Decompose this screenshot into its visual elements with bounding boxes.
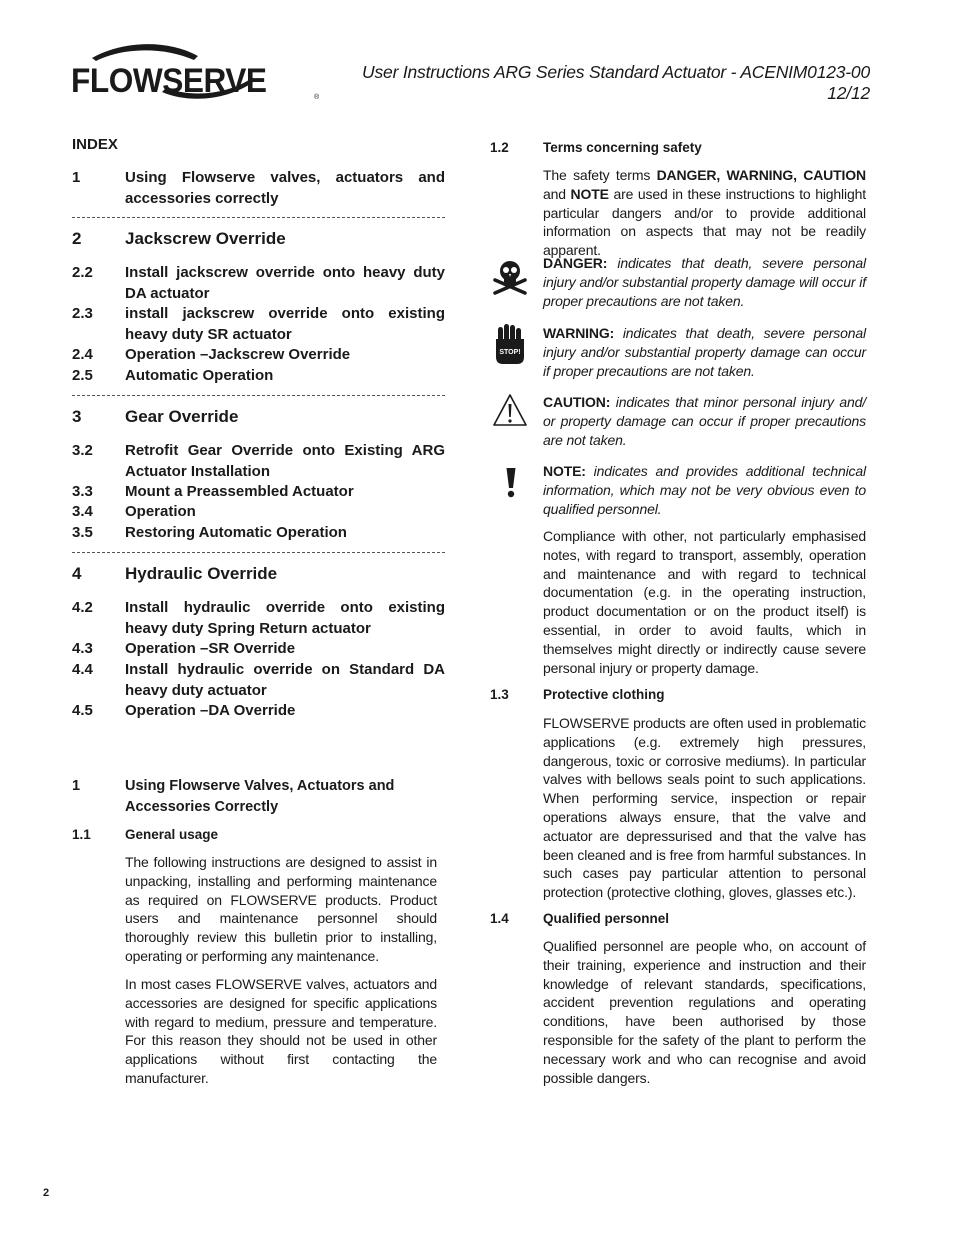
- index-item-number: 3: [72, 407, 82, 426]
- compliance-paragraph: Compliance with other, not particularly emphasised notes, with regard to transport, assembly, operation and maintenance and with regard to technical documentation (e.g. in the operating instruction, product documentation or on the product itself) is essential, in order to avoid faults, which in themselves might directly or indirectly cause severe personal injury or property damage.: [543, 528, 866, 676]
- index-item-number: 4.2: [72, 599, 93, 616]
- divider: [72, 395, 445, 396]
- index-item[interactable]: [72, 564, 445, 585]
- logo-wordmark: FLOWSERVE: [71, 62, 267, 100]
- subsection-number: 1.3: [490, 687, 509, 702]
- intro-text: are used in these instructions to highlight particular dangers and/or to provide additional information on aspects that may not be readily apparent.: [543, 185, 866, 259]
- index-item-number: 4.5: [72, 702, 93, 719]
- index-item-number: 2: [72, 229, 82, 248]
- paragraph: In most cases FLOWSERVE valves, actuators and accessories are designed for specific applications with regard to medium, pressure and temperature. For this reason they should not be used in other applications without first contacting the manufacturer.: [125, 976, 437, 1086]
- warning-text: indicates that death, severe personal injury and/or substantial property damage can occur if proper precautions are not taken.: [543, 325, 866, 379]
- subsection-title: Protective clothing: [543, 687, 665, 702]
- divider: [72, 217, 445, 218]
- index-item-text: Jackscrew Override: [125, 229, 286, 248]
- safety-terms-intro: [543, 166, 866, 260]
- index-item-text: Operation –DA Override: [125, 702, 296, 719]
- danger-label: DANGER:: [543, 255, 608, 271]
- index-item-text: Operation –SR Override: [125, 640, 296, 657]
- subsection-title: Qualified personnel: [543, 911, 670, 926]
- section-title: Using Flowserve Valves, Actuators and Accessories Correctly: [125, 778, 395, 815]
- index-item-number: 3.5: [72, 524, 93, 541]
- document-title: User Instructions ARG Series Standard Actuator - ACENIM0123-00 12/12: [362, 62, 870, 103]
- caution-text: indicates that minor personal injury and/ or property damage can occur if proper precautions are not taken.: [543, 394, 866, 448]
- index-item-number: 1: [72, 169, 81, 186]
- index-item[interactable]: [72, 701, 445, 722]
- subsection-number: 1.4: [490, 911, 509, 926]
- index-item-text: Restoring Automatic Operation: [125, 524, 347, 541]
- index-item-text: Hydraulic Override: [125, 564, 278, 583]
- flowserve-logo: [70, 40, 320, 106]
- registered-mark: ®: [314, 94, 320, 101]
- caution-note: [543, 393, 866, 449]
- note-label: NOTE:: [543, 463, 586, 479]
- index-item[interactable]: [72, 366, 445, 387]
- index-item[interactable]: [72, 263, 445, 304]
- note-note: [543, 462, 866, 518]
- index-item-text: Install hydraulic override onto existing heavy duty Spring Return actuator: [125, 599, 445, 637]
- index-item-number: 2.4: [72, 346, 93, 363]
- index-item[interactable]: [72, 482, 445, 503]
- index-item-text: Gear Override: [125, 407, 239, 426]
- subsection-number: 1.1: [72, 827, 91, 842]
- index-item-text: Retrofit Gear Override onto Existing ARG Actuator Installation: [125, 442, 445, 480]
- index-item-text: Operation –Jackscrew Override: [125, 346, 351, 363]
- index-item[interactable]: [72, 660, 445, 701]
- index-item-text: install jackscrew override onto existing heavy duty SR actuator: [125, 305, 445, 343]
- index-item-text: Operation: [125, 503, 196, 520]
- index-item-number: 2.3: [72, 305, 93, 322]
- index-item-number: 3.4: [72, 503, 93, 520]
- exclamation-icon: [504, 467, 518, 499]
- index-item[interactable]: [72, 304, 445, 345]
- subsection-title: General usage: [125, 827, 219, 842]
- section-heading: [72, 776, 445, 817]
- stop-hand-icon: [493, 323, 527, 365]
- index-item[interactable]: [72, 502, 445, 523]
- index-item-text: Mount a Preassembled Actuator: [125, 483, 354, 500]
- index-item-number: 3.3: [72, 483, 93, 500]
- index-item[interactable]: [72, 407, 445, 428]
- index-item-number: 2.5: [72, 367, 93, 384]
- danger-note: [543, 254, 866, 310]
- index-item[interactable]: [72, 598, 445, 639]
- index-item[interactable]: [72, 523, 445, 544]
- index-item-number: 4: [72, 564, 82, 583]
- index-heading: INDEX: [72, 136, 118, 153]
- caution-triangle-icon: [492, 393, 528, 427]
- intro-terms: DANGER, WARNING, CAUTION: [656, 167, 866, 183]
- intro-note-term: NOTE: [570, 185, 609, 202]
- index-item[interactable]: [72, 229, 445, 250]
- page-number: 2: [43, 1187, 50, 1199]
- note-text: indicates and provides additional technical information, which may not be very obvious even to qualified personnel.: [543, 463, 866, 517]
- index-item[interactable]: [72, 441, 445, 482]
- index-item-text: Install jackscrew override onto heavy duty DA actuator: [125, 264, 445, 302]
- caution-label: CAUTION:: [543, 394, 611, 410]
- stop-sign-text: STOP!: [499, 349, 521, 356]
- index-item-text: Install hydraulic override on Standard DA heavy duty actuator: [125, 661, 445, 699]
- index-item[interactable]: [72, 639, 445, 660]
- divider: [72, 552, 445, 553]
- index-item-number: 3.2: [72, 442, 93, 459]
- index-item-number: 4.3: [72, 640, 93, 657]
- paragraph: FLOWSERVE products are often used in problematic applications (e.g. extremely high pressures, dangerous, toxic or corrosive mediums). In particular valves with bellows seals point to such applications. When performing service, inspection or repair operations always ensure, that the valve and actuator are depressurised and that the valve has been cleaned and is free from harmful substances. In such cases pay particular attention to personal protection (protective clothing, gloves, glasses etc.).: [543, 715, 866, 901]
- index-item[interactable]: [72, 168, 445, 209]
- subsection-number: 1.2: [490, 140, 509, 155]
- index-item-text: Using Flowserve valves, actuators and accessories correctly: [125, 169, 445, 207]
- skull-crossbones-icon: [492, 258, 528, 296]
- subsection-title: Terms concerning safety: [543, 140, 702, 155]
- index-item-text: Automatic Operation: [125, 367, 274, 384]
- index-item-number: 4.4: [72, 661, 93, 678]
- section-number: 1: [72, 778, 81, 794]
- paragraph: Qualified personnel are people who, on account of their training, experience and instruction and their knowledge of relevant standards, specifications, accident prevention regulations and operating conditions, have been authorised by those responsible for the safety of the plant to perform the necessary work and who can recognise and avoid possible dangers.: [543, 938, 866, 1086]
- index-item-number: 2.2: [72, 264, 93, 281]
- paragraph: The following instructions are designed to assist in unpacking, installing and performing maintenance as required on FLOWSERVE products. Product users and maintenance personnel should thoroughly review this bulletin prior to installing, operating or performing any maintenance.: [125, 854, 437, 964]
- warning-note: [543, 324, 866, 380]
- warning-label: WARNING:: [543, 325, 615, 341]
- intro-text: The safety terms: [543, 167, 657, 183]
- danger-text: indicates that death, severe personal injury and/or substantial property damage will occur if proper precautions are not taken.: [543, 255, 866, 309]
- index-item[interactable]: [72, 345, 445, 366]
- intro-text: and: [543, 185, 571, 202]
